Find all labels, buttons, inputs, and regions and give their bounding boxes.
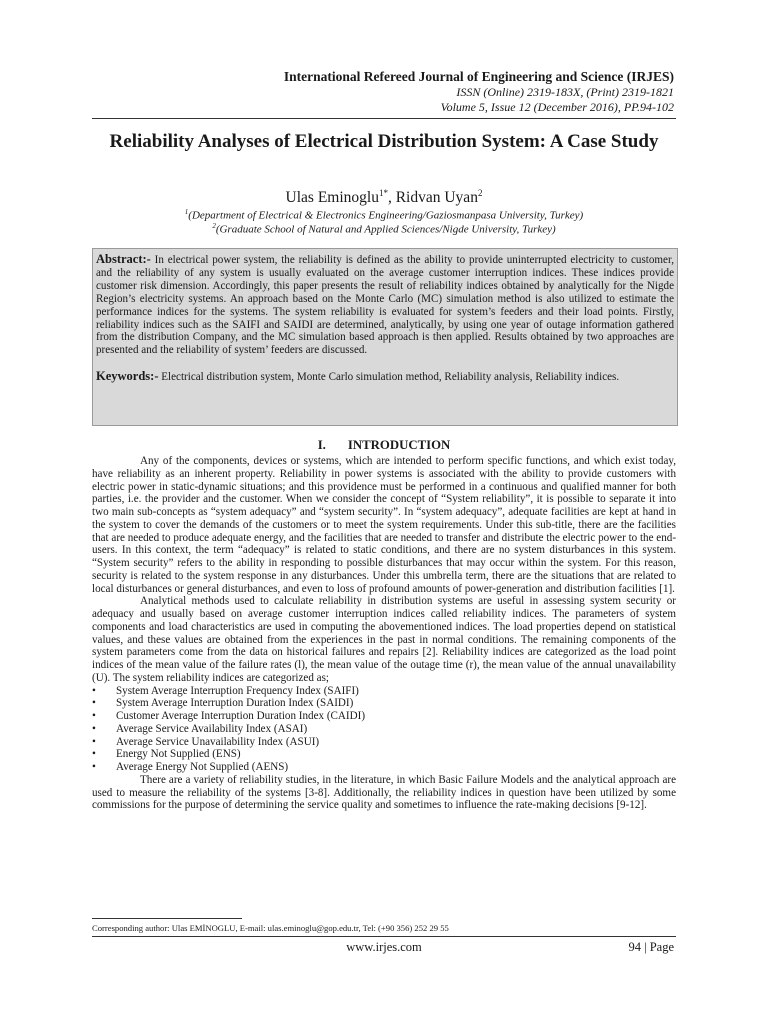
body-text — [92, 455, 676, 812]
list-item — [92, 748, 676, 761]
bullet-icon: • — [92, 722, 96, 735]
journal-volume: Volume 5, Issue 12 (December 2016), PP.94-102 — [440, 100, 674, 114]
author-name: Ridvan Uyan — [395, 189, 478, 207]
journal-issn: ISSN (Online) 2319-183X, (Print) 2319-1821 — [456, 85, 674, 99]
list-item-text: System Average Interruption Duration Index (SAIDI) — [116, 697, 354, 710]
journal-header — [284, 68, 674, 115]
bullet-icon: • — [92, 761, 96, 773]
footer-url-link[interactable]: www.irjes.com — [346, 940, 422, 954]
section-title: INTRODUCTION — [347, 438, 451, 452]
author-list — [92, 184, 676, 207]
indices-list — [92, 685, 676, 774]
keywords — [96, 370, 674, 384]
keywords-text: Electrical distribution system, Monte Carlo simulation method, Reliability analysis, Reliability indices. — [158, 371, 620, 384]
author-superscript: 2 — [477, 188, 483, 198]
corresponding-author-footnote: Corresponding author: Ulas EMİNOGLU, E-mail: ulas.eminoglu@gop.edu.tr, Tel: (+90 356) 252 29 55 — [92, 923, 449, 933]
affiliation-superscript: 2 — [212, 222, 216, 230]
bullet-icon: • — [92, 748, 96, 761]
keywords-label: Keywords:- — [96, 369, 159, 384]
abstract-text: In electrical power system, the reliability is defined as the ability to provide uninterrupted electricity to customer, and the reliability of any system is usually evaluated on the average customer interruption indices. These indices provide customer risk dimension. Accordingly, this paper presents the result of reliability indices obtained by analytically for the Nigde Region’s electricity systems. An approach based on the Monte Carlo (MC) simulation method is also utilized to estimate the performance indices for the systems. The system reliability is evaluated for system’s feeders and their load points. Firstly, reliability indices such as the SAIFI and SAIDI are determined, analytically, by using one year of outage information gathered from the distribution Company, and the MC simulation based approach is then applied. Results obtained by two approaches are presented and the reliability of system’ feeders are discussed. — [96, 254, 674, 357]
abstract — [96, 253, 674, 357]
list-item — [92, 685, 676, 698]
bullet-icon: • — [92, 710, 96, 722]
bullet-icon: • — [92, 684, 96, 697]
author-superscript: 1* — [378, 188, 388, 198]
list-item — [92, 761, 676, 774]
list-item-text: Customer Average Interruption Duration Index (CAIDI) — [116, 710, 366, 722]
section-heading — [92, 438, 676, 453]
section-number: I. — [317, 438, 326, 452]
list-item — [92, 710, 676, 723]
bullet-icon: • — [92, 697, 96, 710]
list-item-text: Average Service Unavailability Index (ASUI) — [116, 735, 320, 748]
list-item — [92, 736, 676, 749]
paragraph: There are a variety of reliability studies, in the literature, in which Basic Failure Models and the analytical approach are used to measure the reliability of the systems [3-8]. Additionally, the reliability indices in question have been utilized by some commissions for the purpose of determining the service quality and sometimes to influence the rate-making decisions [9-12]. — [92, 773, 676, 812]
affiliation-superscript: 1 — [184, 208, 189, 216]
page-number: 94 | Page — [628, 940, 674, 954]
author-name: Ulas Eminoglu — [285, 189, 379, 207]
list-item — [92, 697, 676, 710]
author-separator: , — [387, 189, 396, 207]
header-rule — [92, 118, 676, 119]
footer-rule — [92, 936, 676, 937]
list-item-text: Energy Not Supplied (ENS) — [116, 748, 241, 761]
abstract-box — [92, 248, 678, 426]
affiliation-text: (Department of Electrical & Electronics Engineering/Gaziosmanpasa University, Turkey) — [188, 209, 584, 222]
list-item — [92, 723, 676, 736]
paper-title: Reliability Analyses of Electrical Distribution System: A Case Study — [109, 131, 659, 152]
paragraph: Analytical methods used to calculate reliability in distribution systems are useful in assessing system security or adequacy and usually based on average customer interruption indices called reliability indices. The parameters of system components and load characteristics are used in computing the abovementioned indices. The load properties depend on statistical values, and these values are obtained from the experiences in the past in normal conditions. The remaining components of the system parameters come from the data on historical failures and repairs [2]. Reliability indices are categorized as the load point indices of the mean value of the failure rates (l), the mean value of the outage time (r), the mean value of the annual unavailability (U). The system reliability indices are categorized as; — [92, 595, 676, 684]
journal-name: International Refereed Journal of Engineering and Science (IRJES) — [283, 69, 674, 84]
abstract-label: Abstract:- — [96, 252, 151, 266]
affiliation — [92, 220, 676, 237]
bullet-icon: • — [92, 735, 96, 748]
list-item-text: Average Energy Not Supplied (AENS) — [116, 761, 289, 773]
paragraph: Any of the components, devices or systems, which are intended to perform specific functions, and which exist today, have reliability as an inherent property. Reliability in power systems is associated with the ability to provide customers with electric power in static-dynamic situations; and this providence must be performed in a continuous and qualified manner for both parties, i.e. the provider and the customer. When we consider the concept of “System reliability”, it is possible to separate it into two main sub-concepts as “system adequacy” and “system security”. In “system adequacy”, adequate facilities are kept at hand in the system to cover the demands of the customers or to meet the system requirements. Under this sub-title, there are the facilities that are needed to produce adequate energy, and the facilities that are needed to transfer and distribute the electric power to the end-users. In this context, the term “adequacy” is related to static conditions, and there are no system disturbances in this system. “System security” refers to the ability in responding to possible disturbances that may occur within the system. For this reason, security is related to the system response in any disturbances. Under this umbrella term, there are the situations that are related to local disturbances or general disturbances, and even to loss of profound amounts of power-generation and distribution facilities [1]. — [92, 455, 677, 595]
list-item-text: System Average Interruption Frequency Index (SAIFI) — [116, 684, 359, 697]
list-item-text: Average Service Availability Index (ASAI) — [116, 722, 308, 735]
footnote-rule — [92, 918, 242, 919]
affiliation-text: (Graduate School of Natural and Applied Sciences/Nigde University, Turkey) — [215, 223, 556, 236]
